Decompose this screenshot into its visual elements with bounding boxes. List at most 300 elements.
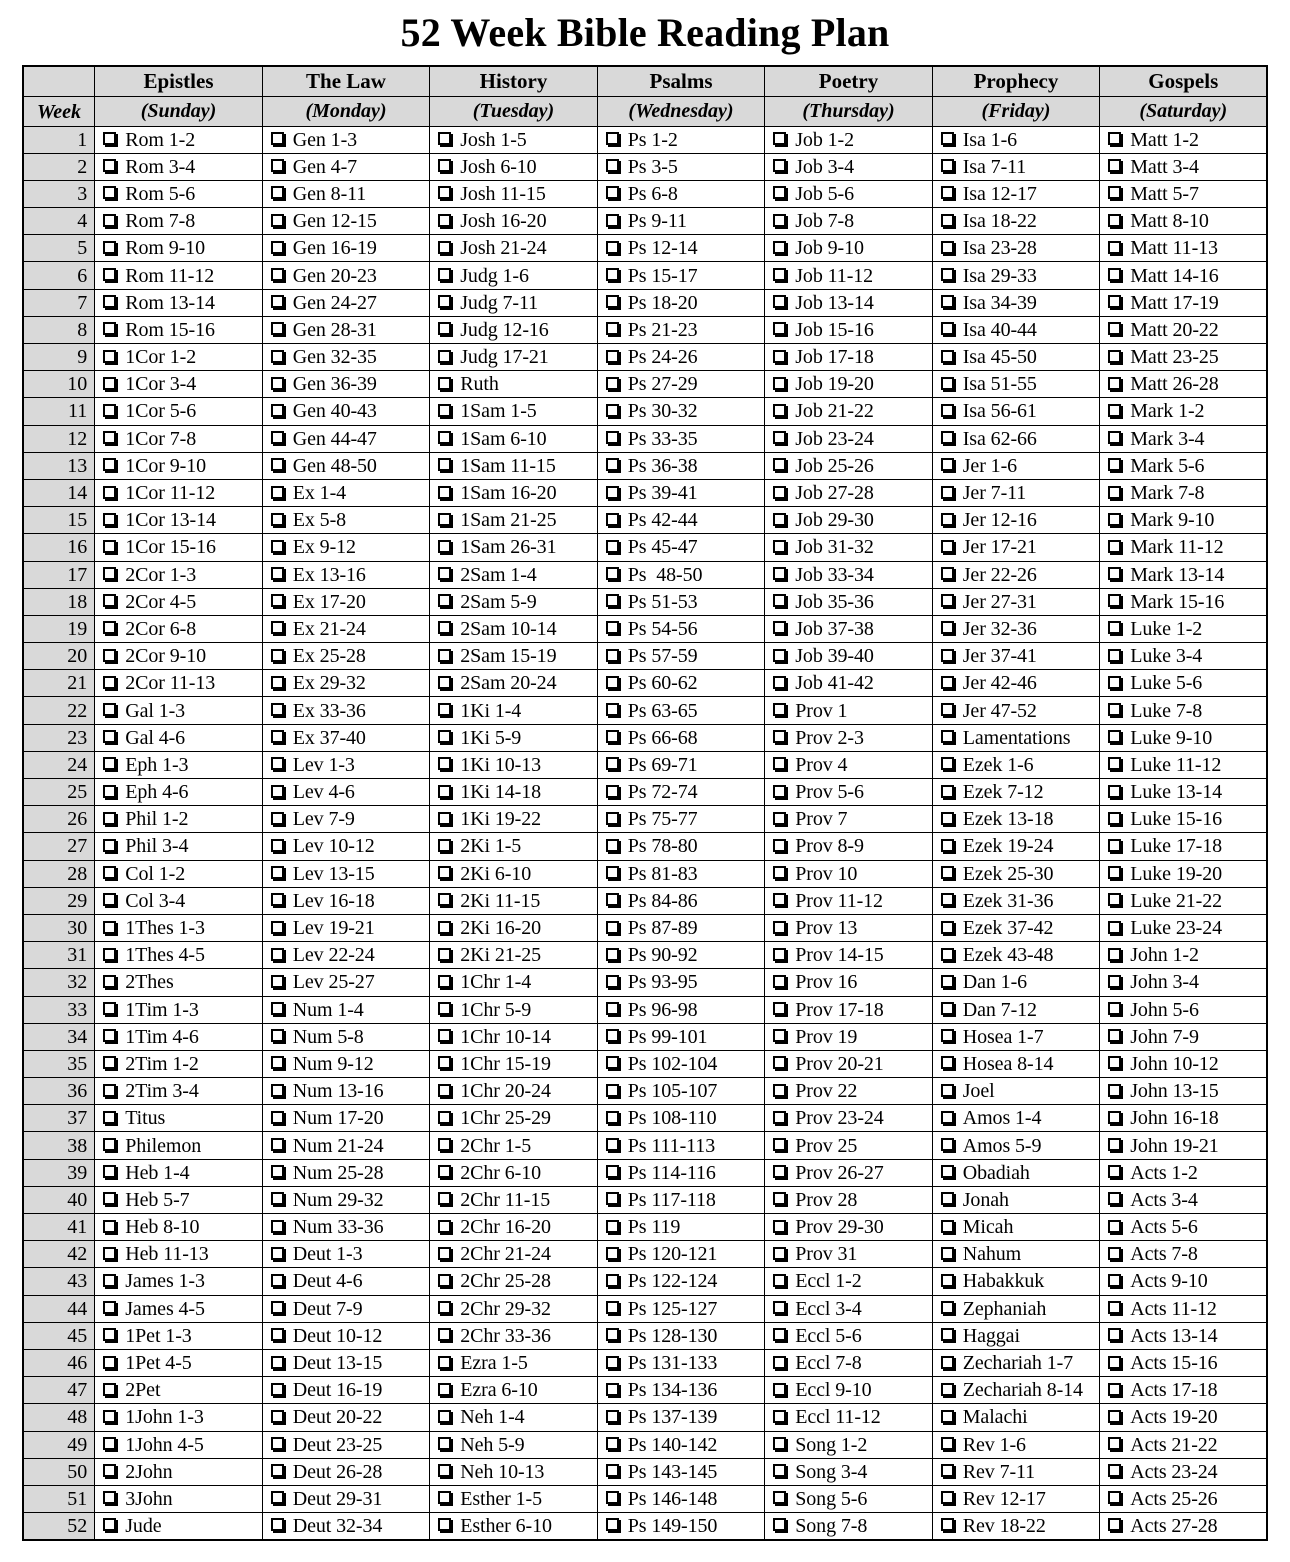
reading-cell[interactable] [597,643,765,670]
reading-cell[interactable] [95,643,263,670]
checkbox-icon[interactable] [1108,1056,1121,1069]
checkbox-icon[interactable] [606,486,619,499]
checkbox-icon[interactable] [1108,1002,1121,1015]
reading-cell[interactable] [95,425,263,452]
reading-cell[interactable] [765,860,933,887]
reading-cell[interactable] [430,153,598,180]
reading-cell[interactable] [1100,1241,1268,1268]
reading-cell[interactable] [765,479,933,506]
reading-cell[interactable] [932,1377,1100,1404]
checkbox-icon[interactable] [606,458,619,471]
reading-cell[interactable] [1100,1458,1268,1485]
reading-cell[interactable] [1100,425,1268,452]
reading-cell[interactable] [765,697,933,724]
reading-cell[interactable] [430,1268,598,1295]
reading-cell[interactable] [1100,208,1268,235]
reading-cell[interactable] [262,942,430,969]
reading-cell[interactable] [765,1377,933,1404]
reading-cell[interactable] [597,697,765,724]
reading-cell[interactable] [597,1431,765,1458]
checkbox-icon[interactable] [941,322,954,335]
checkbox-icon[interactable] [606,1002,619,1015]
checkbox-icon[interactable] [271,1301,284,1314]
checkbox-icon[interactable] [1108,1328,1121,1341]
reading-cell[interactable] [430,1078,598,1105]
checkbox-icon[interactable] [1108,350,1121,363]
reading-cell[interactable] [597,914,765,941]
reading-cell[interactable] [95,126,263,153]
checkbox-icon[interactable] [606,1029,619,1042]
checkbox-icon[interactable] [773,676,786,689]
reading-cell[interactable] [430,1431,598,1458]
checkbox-icon[interactable] [606,513,619,526]
checkbox-icon[interactable] [773,1029,786,1042]
reading-cell[interactable] [597,996,765,1023]
checkbox-icon[interactable] [103,159,116,172]
checkbox-icon[interactable] [103,1084,116,1097]
checkbox-icon[interactable] [606,839,619,852]
checkbox-icon[interactable] [773,1002,786,1015]
reading-cell[interactable] [932,670,1100,697]
checkbox-icon[interactable] [1108,1437,1121,1450]
checkbox-icon[interactable] [103,1138,116,1151]
reading-cell[interactable] [95,615,263,642]
reading-cell[interactable] [262,1431,430,1458]
checkbox-icon[interactable] [438,1301,451,1314]
reading-cell[interactable] [932,751,1100,778]
reading-cell[interactable] [932,289,1100,316]
checkbox-icon[interactable] [941,621,954,634]
reading-cell[interactable] [95,289,263,316]
checkbox-icon[interactable] [438,1192,451,1205]
checkbox-icon[interactable] [941,214,954,227]
reading-cell[interactable] [1100,996,1268,1023]
checkbox-icon[interactable] [773,567,786,580]
reading-cell[interactable] [932,1404,1100,1431]
checkbox-icon[interactable] [103,621,116,634]
checkbox-icon[interactable] [1108,1029,1121,1042]
reading-cell[interactable] [1100,833,1268,860]
checkbox-icon[interactable] [103,1274,116,1287]
checkbox-icon[interactable] [941,1220,954,1233]
checkbox-icon[interactable] [103,1192,116,1205]
reading-cell[interactable] [430,126,598,153]
reading-cell[interactable] [262,262,430,289]
reading-cell[interactable] [1100,371,1268,398]
checkbox-icon[interactable] [941,730,954,743]
reading-cell[interactable] [765,153,933,180]
reading-cell[interactable] [597,507,765,534]
checkbox-icon[interactable] [941,486,954,499]
checkbox-icon[interactable] [773,1464,786,1477]
checkbox-icon[interactable] [438,431,451,444]
checkbox-icon[interactable] [773,812,786,825]
checkbox-icon[interactable] [1108,1220,1121,1233]
checkbox-icon[interactable] [941,1356,954,1369]
reading-cell[interactable] [262,860,430,887]
reading-cell[interactable] [430,1023,598,1050]
checkbox-icon[interactable] [773,513,786,526]
reading-cell[interactable] [430,1458,598,1485]
reading-cell[interactable] [932,1349,1100,1376]
reading-cell[interactable] [932,126,1100,153]
checkbox-icon[interactable] [438,1029,451,1042]
reading-cell[interactable] [95,180,263,207]
checkbox-icon[interactable] [438,1437,451,1450]
checkbox-icon[interactable] [606,649,619,662]
checkbox-icon[interactable] [103,1165,116,1178]
reading-cell[interactable] [932,697,1100,724]
reading-cell[interactable] [430,452,598,479]
checkbox-icon[interactable] [941,785,954,798]
reading-cell[interactable] [1100,1431,1268,1458]
checkbox-icon[interactable] [606,1437,619,1450]
reading-cell[interactable] [95,1105,263,1132]
checkbox-icon[interactable] [773,785,786,798]
checkbox-icon[interactable] [103,1464,116,1477]
reading-cell[interactable] [95,316,263,343]
reading-cell[interactable] [262,724,430,751]
checkbox-icon[interactable] [438,730,451,743]
checkbox-icon[interactable] [103,1491,116,1504]
reading-cell[interactable] [95,1485,263,1512]
checkbox-icon[interactable] [606,1328,619,1341]
checkbox-icon[interactable] [103,1410,116,1423]
reading-cell[interactable] [262,1513,430,1540]
checkbox-icon[interactable] [773,486,786,499]
reading-cell[interactable] [765,1214,933,1241]
checkbox-icon[interactable] [1108,295,1121,308]
checkbox-icon[interactable] [606,1247,619,1260]
reading-cell[interactable] [95,670,263,697]
checkbox-icon[interactable] [941,1084,954,1097]
reading-cell[interactable] [262,643,430,670]
reading-cell[interactable] [262,534,430,561]
checkbox-icon[interactable] [103,350,116,363]
reading-cell[interactable] [95,779,263,806]
reading-cell[interactable] [597,1105,765,1132]
checkbox-icon[interactable] [438,241,451,254]
reading-cell[interactable] [262,1295,430,1322]
reading-cell[interactable] [1100,1105,1268,1132]
reading-cell[interactable] [1100,344,1268,371]
checkbox-icon[interactable] [606,214,619,227]
reading-cell[interactable] [932,914,1100,941]
checkbox-icon[interactable] [773,1410,786,1423]
reading-cell[interactable] [95,1050,263,1077]
reading-cell[interactable] [262,1377,430,1404]
checkbox-icon[interactable] [103,186,116,199]
reading-cell[interactable] [262,344,430,371]
checkbox-icon[interactable] [103,268,116,281]
reading-cell[interactable] [597,806,765,833]
checkbox-icon[interactable] [606,1274,619,1287]
reading-cell[interactable] [1100,1513,1268,1540]
checkbox-icon[interactable] [271,1247,284,1260]
reading-cell[interactable] [1100,534,1268,561]
reading-cell[interactable] [932,534,1100,561]
reading-cell[interactable] [262,670,430,697]
checkbox-icon[interactable] [103,377,116,390]
reading-cell[interactable] [765,1322,933,1349]
checkbox-icon[interactable] [271,1029,284,1042]
reading-cell[interactable] [262,1105,430,1132]
reading-cell[interactable] [95,1241,263,1268]
checkbox-icon[interactable] [1108,540,1121,553]
reading-cell[interactable] [430,670,598,697]
checkbox-icon[interactable] [271,594,284,607]
checkbox-icon[interactable] [941,1056,954,1069]
reading-cell[interactable] [597,588,765,615]
checkbox-icon[interactable] [606,1111,619,1124]
checkbox-icon[interactable] [606,241,619,254]
checkbox-icon[interactable] [271,1464,284,1477]
checkbox-icon[interactable] [1108,594,1121,607]
checkbox-icon[interactable] [271,948,284,961]
reading-cell[interactable] [430,398,598,425]
reading-cell[interactable] [430,1241,598,1268]
reading-cell[interactable] [1100,479,1268,506]
reading-cell[interactable] [1100,1159,1268,1186]
reading-cell[interactable] [1100,860,1268,887]
reading-cell[interactable] [95,153,263,180]
checkbox-icon[interactable] [1108,513,1121,526]
reading-cell[interactable] [95,1186,263,1213]
checkbox-icon[interactable] [271,350,284,363]
checkbox-icon[interactable] [103,431,116,444]
checkbox-icon[interactable] [606,866,619,879]
reading-cell[interactable] [932,996,1100,1023]
checkbox-icon[interactable] [941,594,954,607]
checkbox-icon[interactable] [941,1518,954,1531]
checkbox-icon[interactable] [941,1002,954,1015]
checkbox-icon[interactable] [438,159,451,172]
checkbox-icon[interactable] [103,730,116,743]
reading-cell[interactable] [765,1159,933,1186]
checkbox-icon[interactable] [103,540,116,553]
checkbox-icon[interactable] [941,377,954,390]
reading-cell[interactable] [95,1513,263,1540]
checkbox-icon[interactable] [773,1383,786,1396]
checkbox-icon[interactable] [1108,458,1121,471]
checkbox-icon[interactable] [103,1247,116,1260]
reading-cell[interactable] [932,425,1100,452]
reading-cell[interactable] [765,1458,933,1485]
reading-cell[interactable] [932,1023,1100,1050]
reading-cell[interactable] [765,507,933,534]
reading-cell[interactable] [430,534,598,561]
reading-cell[interactable] [765,208,933,235]
reading-cell[interactable] [597,1268,765,1295]
checkbox-icon[interactable] [773,268,786,281]
checkbox-icon[interactable] [438,1111,451,1124]
reading-cell[interactable] [262,479,430,506]
checkbox-icon[interactable] [941,1192,954,1205]
reading-cell[interactable] [262,398,430,425]
reading-cell[interactable] [430,1322,598,1349]
reading-cell[interactable] [430,860,598,887]
reading-cell[interactable] [95,1132,263,1159]
reading-cell[interactable] [932,452,1100,479]
checkbox-icon[interactable] [773,404,786,417]
checkbox-icon[interactable] [271,1220,284,1233]
checkbox-icon[interactable] [941,703,954,716]
checkbox-icon[interactable] [271,431,284,444]
reading-cell[interactable] [765,806,933,833]
checkbox-icon[interactable] [103,567,116,580]
checkbox-icon[interactable] [271,404,284,417]
checkbox-icon[interactable] [1108,431,1121,444]
reading-cell[interactable] [1100,262,1268,289]
checkbox-icon[interactable] [271,1111,284,1124]
reading-cell[interactable] [765,1513,933,1540]
reading-cell[interactable] [95,860,263,887]
checkbox-icon[interactable] [941,1274,954,1287]
checkbox-icon[interactable] [606,1220,619,1233]
reading-cell[interactable] [1100,670,1268,697]
checkbox-icon[interactable] [438,1274,451,1287]
reading-cell[interactable] [430,996,598,1023]
reading-cell[interactable] [262,1186,430,1213]
reading-cell[interactable] [1100,1404,1268,1431]
checkbox-icon[interactable] [438,1056,451,1069]
reading-cell[interactable] [1100,914,1268,941]
checkbox-icon[interactable] [438,377,451,390]
reading-cell[interactable] [765,751,933,778]
reading-cell[interactable] [597,860,765,887]
reading-cell[interactable] [95,1322,263,1349]
reading-cell[interactable] [597,1241,765,1268]
reading-cell[interactable] [765,316,933,343]
checkbox-icon[interactable] [438,458,451,471]
checkbox-icon[interactable] [1108,893,1121,906]
reading-cell[interactable] [1100,887,1268,914]
checkbox-icon[interactable] [941,866,954,879]
checkbox-icon[interactable] [773,295,786,308]
reading-cell[interactable] [262,588,430,615]
reading-cell[interactable] [765,1485,933,1512]
checkbox-icon[interactable] [773,866,786,879]
checkbox-icon[interactable] [606,1165,619,1178]
checkbox-icon[interactable] [271,567,284,580]
checkbox-icon[interactable] [1108,948,1121,961]
checkbox-icon[interactable] [438,1328,451,1341]
reading-cell[interactable] [1100,507,1268,534]
checkbox-icon[interactable] [606,1356,619,1369]
reading-cell[interactable] [932,1458,1100,1485]
checkbox-icon[interactable] [941,295,954,308]
checkbox-icon[interactable] [773,703,786,716]
reading-cell[interactable] [95,724,263,751]
checkbox-icon[interactable] [438,1002,451,1015]
checkbox-icon[interactable] [271,486,284,499]
reading-cell[interactable] [597,942,765,969]
reading-cell[interactable] [95,1431,263,1458]
checkbox-icon[interactable] [1108,1247,1121,1260]
reading-cell[interactable] [262,235,430,262]
checkbox-icon[interactable] [438,513,451,526]
reading-cell[interactable] [262,507,430,534]
checkbox-icon[interactable] [1108,1410,1121,1423]
checkbox-icon[interactable] [103,1002,116,1015]
checkbox-icon[interactable] [271,757,284,770]
checkbox-icon[interactable] [773,431,786,444]
checkbox-icon[interactable] [103,1056,116,1069]
reading-cell[interactable] [430,208,598,235]
checkbox-icon[interactable] [1108,1491,1121,1504]
checkbox-icon[interactable] [941,186,954,199]
checkbox-icon[interactable] [941,1138,954,1151]
reading-cell[interactable] [95,534,263,561]
reading-cell[interactable] [765,289,933,316]
checkbox-icon[interactable] [606,1301,619,1314]
reading-cell[interactable] [1100,779,1268,806]
reading-cell[interactable] [1100,806,1268,833]
reading-cell[interactable] [430,751,598,778]
reading-cell[interactable] [932,1186,1100,1213]
reading-cell[interactable] [1100,180,1268,207]
checkbox-icon[interactable] [773,893,786,906]
reading-cell[interactable] [95,833,263,860]
checkbox-icon[interactable] [941,1328,954,1341]
checkbox-icon[interactable] [271,893,284,906]
checkbox-icon[interactable] [438,404,451,417]
reading-cell[interactable] [597,1322,765,1349]
checkbox-icon[interactable] [941,567,954,580]
reading-cell[interactable] [430,615,598,642]
reading-cell[interactable] [932,1322,1100,1349]
reading-cell[interactable] [430,344,598,371]
reading-cell[interactable] [95,208,263,235]
checkbox-icon[interactable] [1108,703,1121,716]
checkbox-icon[interactable] [1108,1274,1121,1287]
reading-cell[interactable] [597,1078,765,1105]
checkbox-icon[interactable] [606,1138,619,1151]
reading-cell[interactable] [1100,1078,1268,1105]
reading-cell[interactable] [430,942,598,969]
checkbox-icon[interactable] [271,785,284,798]
checkbox-icon[interactable] [773,241,786,254]
checkbox-icon[interactable] [941,676,954,689]
reading-cell[interactable] [1100,1322,1268,1349]
checkbox-icon[interactable] [438,540,451,553]
reading-cell[interactable] [597,751,765,778]
checkbox-icon[interactable] [271,975,284,988]
reading-cell[interactable] [597,208,765,235]
checkbox-icon[interactable] [941,268,954,281]
reading-cell[interactable] [262,697,430,724]
checkbox-icon[interactable] [438,893,451,906]
reading-cell[interactable] [932,479,1100,506]
reading-cell[interactable] [430,561,598,588]
checkbox-icon[interactable] [438,785,451,798]
reading-cell[interactable] [765,1050,933,1077]
reading-cell[interactable] [95,398,263,425]
checkbox-icon[interactable] [941,1165,954,1178]
checkbox-icon[interactable] [606,186,619,199]
checkbox-icon[interactable] [438,1356,451,1369]
reading-cell[interactable] [765,1023,933,1050]
checkbox-icon[interactable] [606,757,619,770]
reading-cell[interactable] [932,1214,1100,1241]
checkbox-icon[interactable] [941,839,954,852]
checkbox-icon[interactable] [773,350,786,363]
checkbox-icon[interactable] [271,921,284,934]
checkbox-icon[interactable] [941,159,954,172]
checkbox-icon[interactable] [438,1165,451,1178]
reading-cell[interactable] [430,887,598,914]
checkbox-icon[interactable] [1108,866,1121,879]
